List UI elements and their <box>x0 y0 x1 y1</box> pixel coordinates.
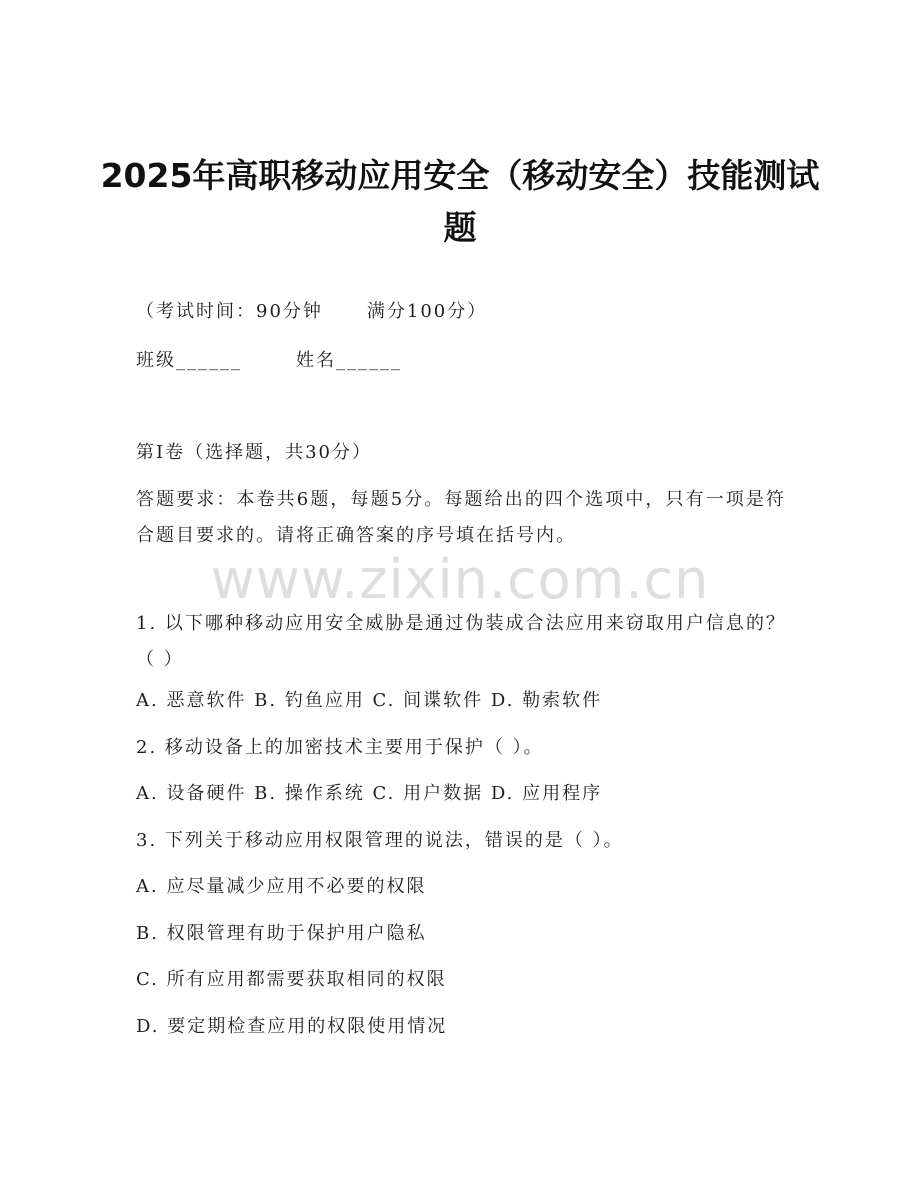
question-3-option-b: B. 权限管理有助于保护用户隐私 <box>136 923 427 944</box>
name-label: 姓名______ <box>296 350 402 371</box>
class-label: 班级______ <box>136 350 242 371</box>
question-2-options: A. 设备硬件 B. 操作系统 C. 用户数据 D. 应用程序 <box>136 783 603 804</box>
question-2-stem: 2. 移动设备上的加密技术主要用于保护（ ）。 <box>136 737 544 758</box>
question-3-option-d: D. 要定期检查应用的权限使用情况 <box>136 1016 448 1037</box>
watermark: www.zixin.com.cn <box>210 548 710 611</box>
instructions: 答题要求：本卷共6题，每题5分。每题给出的四个选项中，只有一项是符合题目要求的。请将正确答案的序号填在括号内。 <box>136 489 786 546</box>
question-3-stem: 3. 下列关于移动应用权限管理的说法，错误的是（ ）。 <box>136 830 624 851</box>
full-score: 满分100分） <box>366 301 488 322</box>
question-3-option-c: C. 所有应用都需要获取相同的权限 <box>136 969 447 990</box>
document-title: 2025年高职移动应用安全（移动安全）技能测试题 <box>100 156 820 247</box>
question-1-options: A. 恶意软件 B. 钓鱼应用 C. 间谍软件 D. 勒索软件 <box>136 690 603 711</box>
question-1-stem: 1. 以下哪种移动应用安全威胁是通过伪装成合法应用来窃取用户信息的？（ ） <box>136 613 786 670</box>
exam-time: （考试时间：90分钟 <box>136 301 323 322</box>
section-title: 第Ⅰ卷（选择题，共30分） <box>136 442 373 463</box>
exam-info-line <box>136 294 487 330</box>
student-info-line <box>136 343 402 379</box>
question-3-option-a: A. 应尽量减少应用不必要的权限 <box>136 876 427 897</box>
